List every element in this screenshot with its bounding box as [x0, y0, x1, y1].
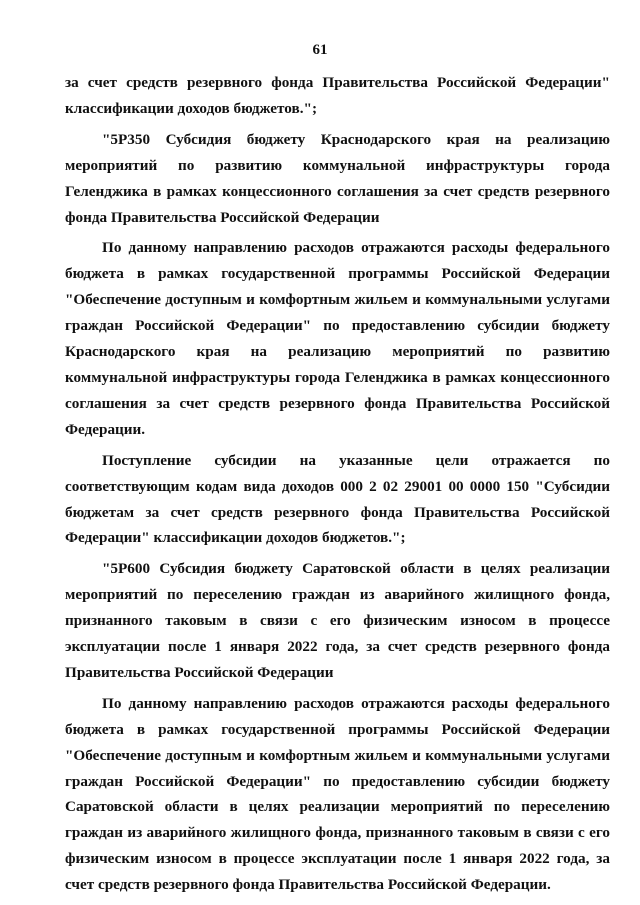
paragraph-5r350-description: По данному направлению расходов отражаются расходы федерального бюджета в рамках государственной программы Российской Федерации "Обеспечение доступным и комфортным жильем и коммунальными услугами граждан Российской Федерации" по предоставлению субсидии бюджету Краснодарского края на реализацию мероприятий по развитию коммунальной инфраструктуры города Геленджика в рамках концессионного соглашения за счет средств резервного фонда Правительства Российской Федерации. [65, 239, 610, 438]
paragraph-5r600-heading: "5Р600 Субсидия бюджету Саратовской области в целях реализации мероприятий по переселению граждан из аварийного жилищного фонда, признанного таковым в связи с его физическим износом в процессе эксплуатации после 1 января 2022 года, за счет средств резервного фонда Правительства Российской Федерации [65, 560, 610, 681]
document-body [65, 70, 610, 898]
paragraph-5r600-description: По данному направлению расходов отражаются расходы федерального бюджета в рамках государственной программы Российской Федерации "Обеспечение доступным и комфортным жильем и коммунальными услугами граждан Российской Федерации" по предоставлению субсидии бюджету Саратовской области в целях реализации мероприятий по переселению граждан из аварийного жилищного фонда, признанного таковым в связи с его физическим износом в процессе эксплуатации после 1 января 2022 года, за счет средств резервного фонда Правительства Российской Федерации. [65, 694, 610, 894]
paragraph-5r350-heading: "5Р350 Субсидия бюджету Краснодарского края на реализацию мероприятий по развитию коммунальной инфраструктуры города Геленджика в рамках концессионного соглашения за счет средств резервного фонда Правительства Российской Федерации [65, 130, 610, 226]
page-number: 61 [312, 42, 328, 58]
paragraph-5r350-revenue: Поступление субсидии на указанные цели отражается по соответствующим кодам вида доходов 000 2 02 29001 00 0000 150 "Субсидии бюджетам за счет средств резервного фонда Правительства Российской Федерации" классификации доходов бюджетов."; [65, 451, 610, 547]
paragraph-continuation: за счет средств резервного фонда Правительства Российской Федерации" классификации доходов бюджетов."; [65, 74, 610, 117]
